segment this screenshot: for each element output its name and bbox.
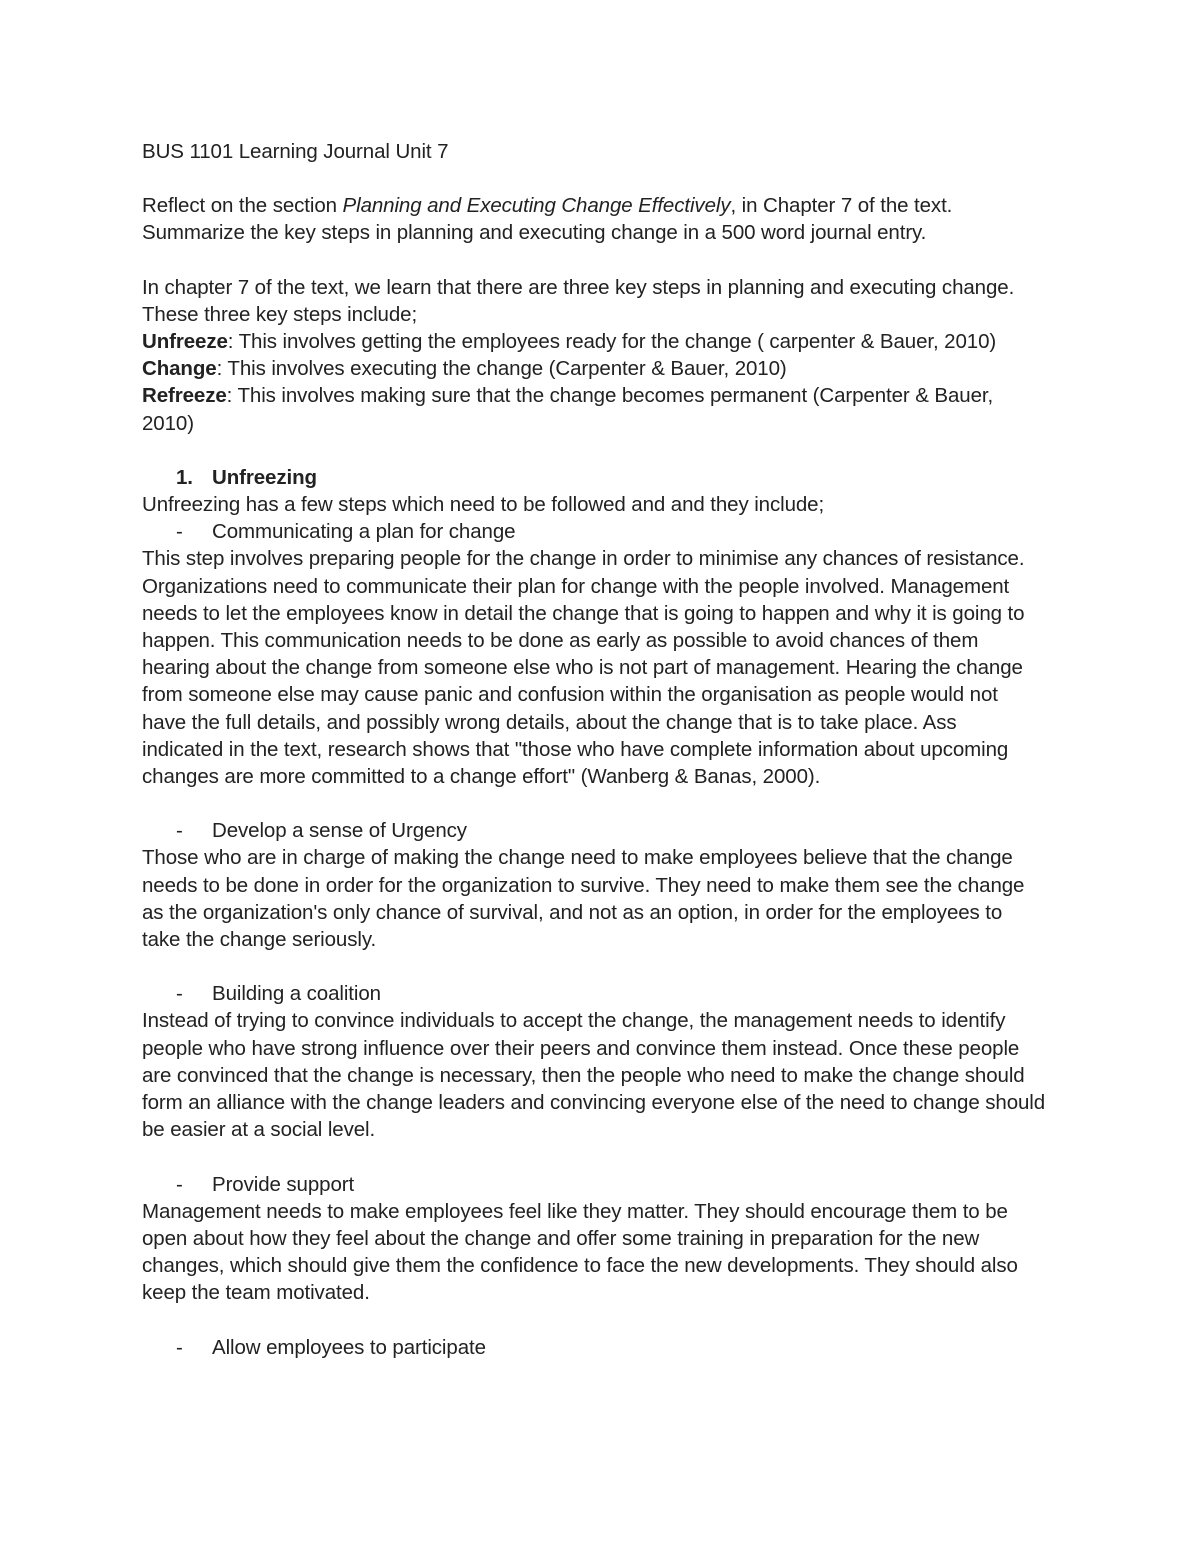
paragraph-line: keep the team motivated. [142, 1281, 370, 1305]
paragraph-line: changes are more committed to a change effort" (Wanberg & Banas, 2000). [142, 765, 821, 789]
paragraph-line: needs to be done in order for the organization to survive. They need to make them see the change [142, 873, 1025, 897]
document-body [142, 138, 1072, 1361]
bullet-dash: - [176, 819, 183, 843]
prompt-line-2: Summarize the key steps in planning and executing change in a 500 word journal entry. [142, 221, 927, 245]
prompt-text-post: , in Chapter 7 of the text. [730, 194, 953, 218]
key-step-text: : This involves making sure that the change becomes permanent (Carpenter & Bauer, [226, 384, 994, 408]
section-intro: Unfreezing has a few steps which need to be followed and and they include; [142, 493, 825, 517]
prompt-text-pre: Reflect on the section [142, 194, 343, 218]
bullet-dash: - [176, 1335, 183, 1359]
spacer [142, 790, 1072, 817]
paragraph-line: take the change seriously. [142, 928, 377, 952]
prompt-section-name: Planning and Executing Change Effectively [342, 194, 731, 218]
paragraph-line: Those who are in charge of making the change need to make employees believe that the change [142, 846, 1013, 870]
intro-line-2: These three key steps include; [142, 302, 418, 326]
spacer [142, 1307, 1072, 1334]
paragraph-line: happen. This communication needs to be done as early as possible to avoid chances of them [142, 629, 979, 653]
key-step-text: : This involves getting the employees ready for the change ( carpenter & Bauer, 2010) [227, 330, 997, 354]
key-step-unfreeze [142, 328, 1072, 355]
paragraph-line: hearing about the change from someone else who is not part of management. Hearing the change [142, 656, 1023, 680]
bullet-item [142, 518, 1072, 545]
bullet-label: Allow employees to participate [212, 1335, 486, 1359]
document-title: BUS 1101 Learning Journal Unit 7 [142, 140, 449, 163]
section-number: 1. [176, 465, 193, 489]
bullet-label: Provide support [212, 1172, 355, 1196]
paragraph-line: Organizations need to communicate their plan for change with the people involved. Management [142, 574, 1010, 598]
bullet-label: Develop a sense of Urgency [212, 819, 467, 843]
spacer [142, 247, 1072, 274]
bullet-item [142, 1171, 1072, 1198]
section-heading-unfreezing [142, 464, 1072, 491]
paragraph-line: be easier at a social level. [142, 1118, 376, 1142]
prompt-line-1 [142, 192, 1072, 219]
bullet-label: Building a coalition [212, 982, 381, 1006]
spacer [142, 953, 1072, 980]
key-step-text: : This involves executing the change (Carpenter & Bauer, 2010) [216, 357, 787, 381]
bullet-label: Communicating a plan for change [212, 520, 516, 544]
paragraph-line: are convinced that the change is necessary, then the people who need to make the change should [142, 1063, 1025, 1087]
bullet-dash: - [176, 1172, 183, 1196]
key-step-term: Change [142, 357, 217, 381]
key-step-term: Unfreeze [142, 330, 228, 354]
key-step-refreeze [142, 382, 1072, 409]
intro-line-1: In chapter 7 of the text, we learn that there are three key steps in planning and executing change. [142, 275, 1015, 299]
paragraph-line: changes, which should give them the confidence to face the new developments. They should also [142, 1254, 1018, 1278]
spacer [142, 1144, 1072, 1171]
paragraph-line: needs to let the employees know in detail the change that is going to happen and why it is going to [142, 601, 1025, 625]
paragraph-line: have the full details, and possibly wrong details, about the change that is to take place. Ass [142, 710, 957, 734]
key-step-term: Refreeze [142, 384, 227, 408]
paragraph-line: Instead of trying to convince individuals to accept the change, the management needs to identify [142, 1009, 1006, 1033]
key-step-change [142, 355, 1072, 382]
paragraph-line: Management needs to make employees feel like they matter. They should encourage them to be [142, 1199, 1008, 1223]
bullet-item [142, 1334, 1072, 1361]
paragraph-line: from someone else may cause panic and confusion within the organisation as people would not [142, 683, 998, 707]
paragraph-line: people who have strong influence over their peers and convince them instead. Once these people [142, 1036, 1020, 1060]
bullet-dash: - [176, 982, 183, 1006]
paragraph-line: indicated in the text, research shows that "those who have complete information about upcoming [142, 737, 1009, 761]
bullet-item [142, 817, 1072, 844]
paragraph-line: open about how they feel about the change and offer some training in preparation for the new [142, 1226, 980, 1250]
section-title: Unfreezing [212, 465, 317, 489]
key-step-refreeze-cont: 2010) [142, 411, 194, 435]
bullet-dash: - [176, 520, 183, 544]
bullet-item [142, 980, 1072, 1007]
spacer [142, 437, 1072, 464]
paragraph-line: This step involves preparing people for the change in order to minimise any chances of resistance. [142, 547, 1025, 571]
paragraph-line: as the organization's only chance of survival, and not as an option, in order for the employees to [142, 900, 1003, 924]
paragraph-line: form an alliance with the change leaders and convincing everyone else of the need to change should [142, 1091, 1046, 1115]
